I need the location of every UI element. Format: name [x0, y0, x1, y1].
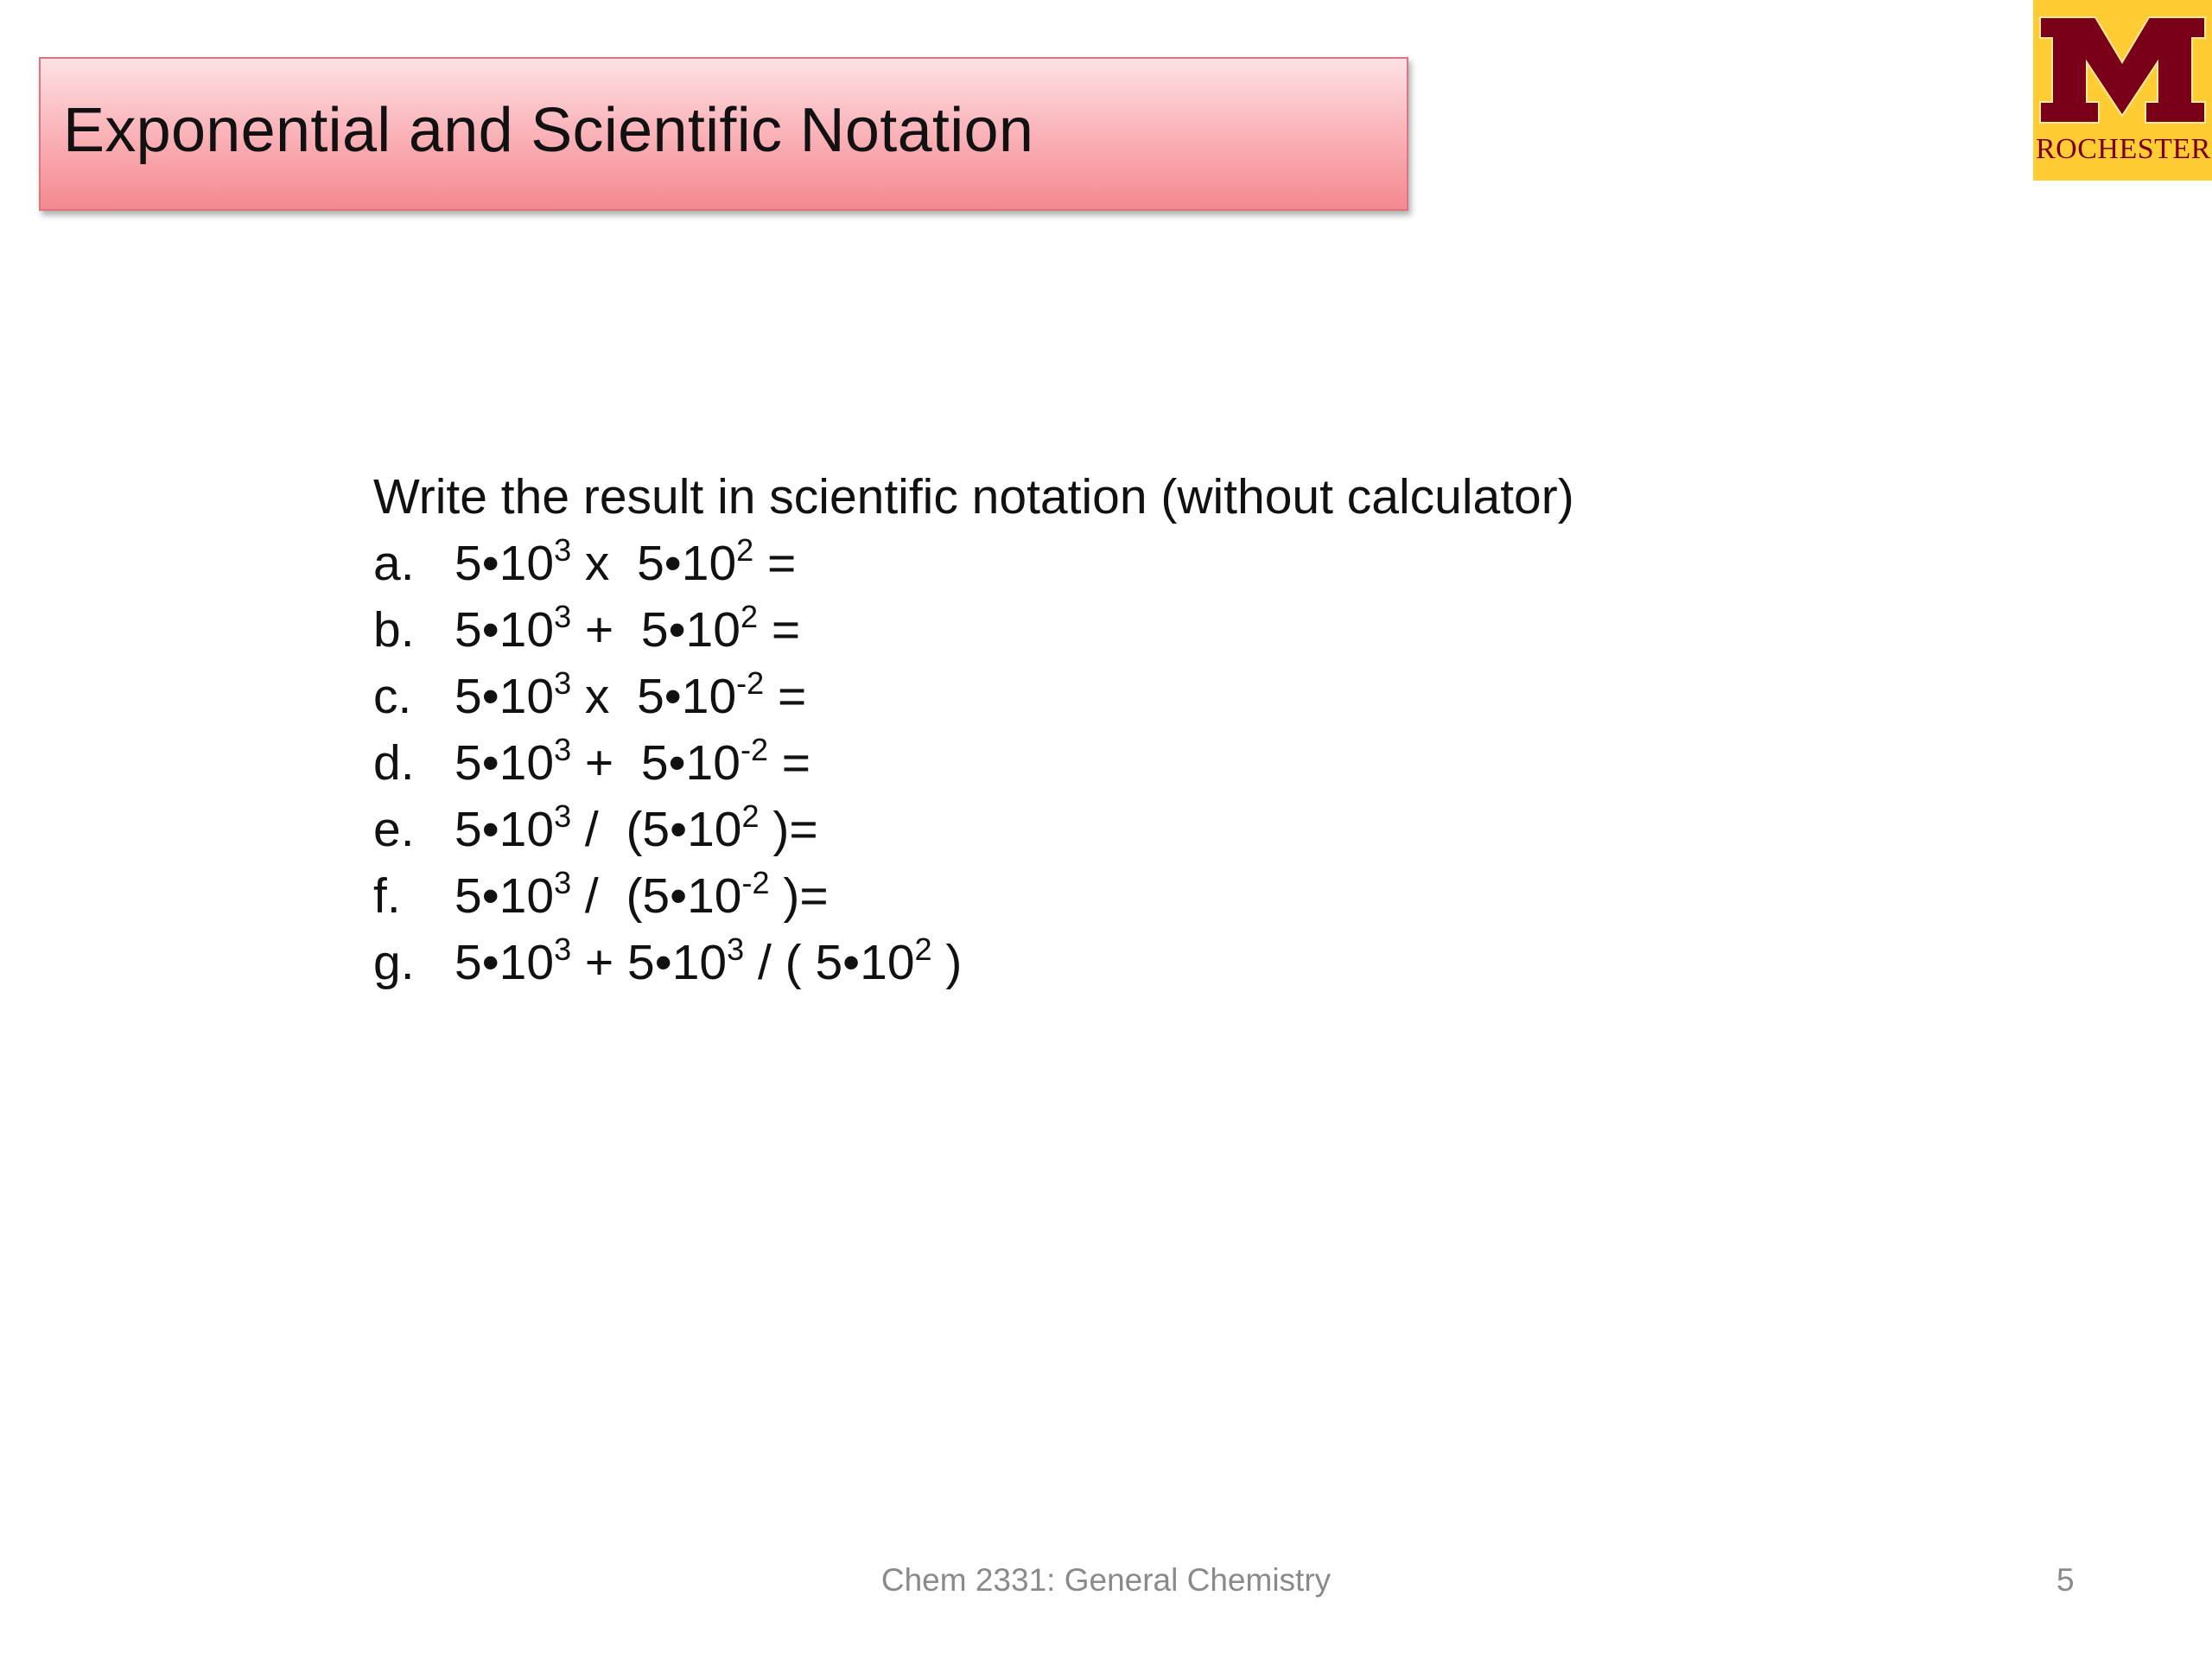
- exponent: 3: [554, 865, 572, 900]
- problem-expression: $5•10^3$ + $5•10^3$ / ( $5•10^2$ ): [454, 931, 963, 990]
- problem-item: [373, 597, 1574, 664]
- problem-item: [373, 797, 1574, 863]
- problem-letter: e.: [373, 802, 415, 857]
- logo-label: ROCHESTER: [2036, 133, 2211, 165]
- exponent: 3: [554, 798, 572, 834]
- problem-letter: c.: [373, 669, 412, 724]
- problem-expression: $5•10^3$ / ($5•10^2$ )=: [454, 798, 818, 857]
- problem-item: [373, 863, 1574, 930]
- slide-title: Exponential and Scientific Notation: [63, 96, 1034, 165]
- problem-item: [373, 930, 1574, 996]
- exponent: 2: [914, 931, 932, 967]
- footer-course: Chem 2331: General Chemistry: [880, 1562, 1332, 1598]
- exponent: 3: [554, 665, 572, 701]
- problem-list: [373, 531, 1574, 996]
- problem-item: [373, 730, 1574, 797]
- instruction-text: Write the result in scientific notation (without calculator): [373, 469, 1574, 524]
- problem-letter: d.: [373, 735, 415, 791]
- problem-letter: a.: [373, 536, 415, 591]
- exponent: 2: [740, 599, 758, 634]
- university-logo: [2033, 0, 2212, 181]
- problem-letter: b.: [373, 602, 415, 658]
- exponent: 3: [554, 599, 572, 634]
- exponent: -2: [740, 732, 768, 767]
- title-banner: [39, 57, 1408, 211]
- problem-expression: $5•10^3$ x $5•10^{-2}$ =: [454, 665, 807, 724]
- problem-letter: g.: [373, 935, 415, 990]
- exponent: 2: [736, 532, 754, 568]
- exponent: -2: [741, 865, 770, 900]
- exponent: -2: [736, 665, 765, 701]
- block-m-icon: [2035, 12, 2210, 131]
- slide-content: [373, 464, 1574, 996]
- exponent: 3: [554, 732, 572, 767]
- problem-expression: $5•10^3$ x $5•10^2$ =: [454, 532, 797, 591]
- exponent: 2: [741, 798, 760, 834]
- exponent: 3: [554, 532, 572, 568]
- problem-expression: $5•10^3$ / ($5•10^{-2}$ )=: [454, 865, 829, 924]
- problem-item: [373, 664, 1574, 730]
- page-number: 5: [2056, 1562, 2075, 1598]
- problem-expression: $5•10^3$ + $5•10^{-2}$ =: [454, 732, 811, 791]
- problem-expression: $5•10^3$ + $5•10^2$ =: [454, 599, 801, 658]
- exponent: 3: [727, 931, 745, 967]
- problem-item: [373, 531, 1574, 597]
- exponent: 3: [554, 931, 572, 967]
- problem-letter: f.: [373, 868, 401, 924]
